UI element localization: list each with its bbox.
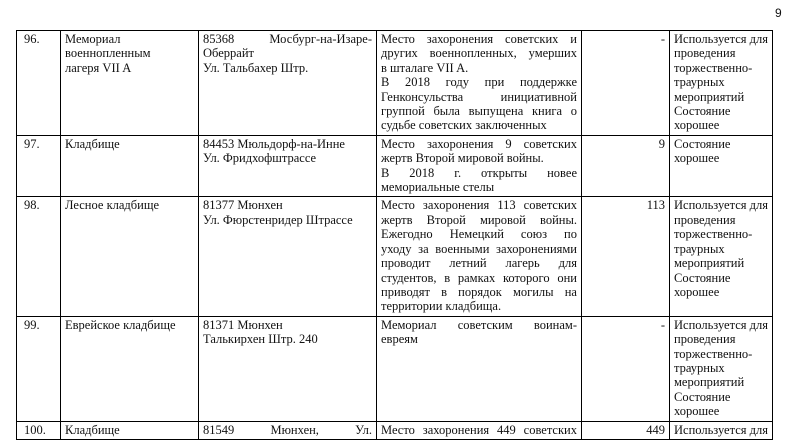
site-address: 84453 Мюльдорф-на-Инне Ул. Фридхофштрассе xyxy=(199,135,377,197)
table-row xyxy=(17,421,773,439)
row-number: 97. xyxy=(17,135,61,197)
site-description: Мемориал советским воинам- евреям xyxy=(377,316,582,421)
burial-count: - xyxy=(582,31,670,136)
burial-count: 113 xyxy=(582,197,670,316)
site-description: Место захоронения 449 советских xyxy=(377,421,582,439)
row-number: 100. xyxy=(17,421,61,439)
table-row xyxy=(17,197,773,316)
row-number: 98. xyxy=(17,197,61,316)
site-name: Еврейское кладбище xyxy=(61,316,199,421)
site-name: Мемориал военнопленным лагеря VII A xyxy=(61,31,199,136)
site-status: Состояние хорошее xyxy=(670,135,773,197)
site-status: Используется для xyxy=(670,421,773,439)
table-row xyxy=(17,135,773,197)
site-name: Лесное кладбище xyxy=(61,197,199,316)
site-description: Место захоронения 113 советских жертв Второй мировой войны. Ежегодно Немецкий союз по уходу за военными захоронениями проводит летний лагерь для студентов, в рамках которого они приводят в порядок могилы на территории кладбища. xyxy=(377,197,582,316)
site-address: 81377 Мюнхен Ул. Фюрстенридер Штрассе xyxy=(199,197,377,316)
burial-count: 9 xyxy=(582,135,670,197)
table-row xyxy=(17,31,773,136)
row-number: 99. xyxy=(17,316,61,421)
site-status: Используется для проведения торжественно- траурных мероприятий Состояние хорошее xyxy=(670,316,773,421)
page-number: 9 xyxy=(775,6,782,20)
table-row xyxy=(17,316,773,421)
burial-count: - xyxy=(582,316,670,421)
site-description: Место захоронения 9 советских жертв Второй мировой войны. В 2018 г. открыты новее мемориальные стелы xyxy=(377,135,582,197)
memorials-table xyxy=(16,30,773,440)
site-address: 85368 Мосбург-на-Изаре- Оберрайт Ул. Тальбахер Штр. xyxy=(199,31,377,136)
site-name: Кладбище xyxy=(61,135,199,197)
row-number: 96. xyxy=(17,31,61,136)
site-status: Используется для проведения торжественно- траурных мероприятий Состояние хорошее xyxy=(670,197,773,316)
site-address: 81371 Мюнхен Талькирхен Штр. 240 xyxy=(199,316,377,421)
site-address: 81549 Мюнхен, Ул. xyxy=(199,421,377,439)
site-name: Кладбище xyxy=(61,421,199,439)
burial-count: 449 xyxy=(582,421,670,439)
site-status: Используется для проведения торжественно- траурных мероприятий Состояние хорошее xyxy=(670,31,773,136)
site-description: Место захоронения советских и других военнопленных, умерших в шталаге VII A. В 2018 году при поддержке Генконсульства инициативной группой была выпущена книга о судьбе советских заключенных xyxy=(377,31,582,136)
